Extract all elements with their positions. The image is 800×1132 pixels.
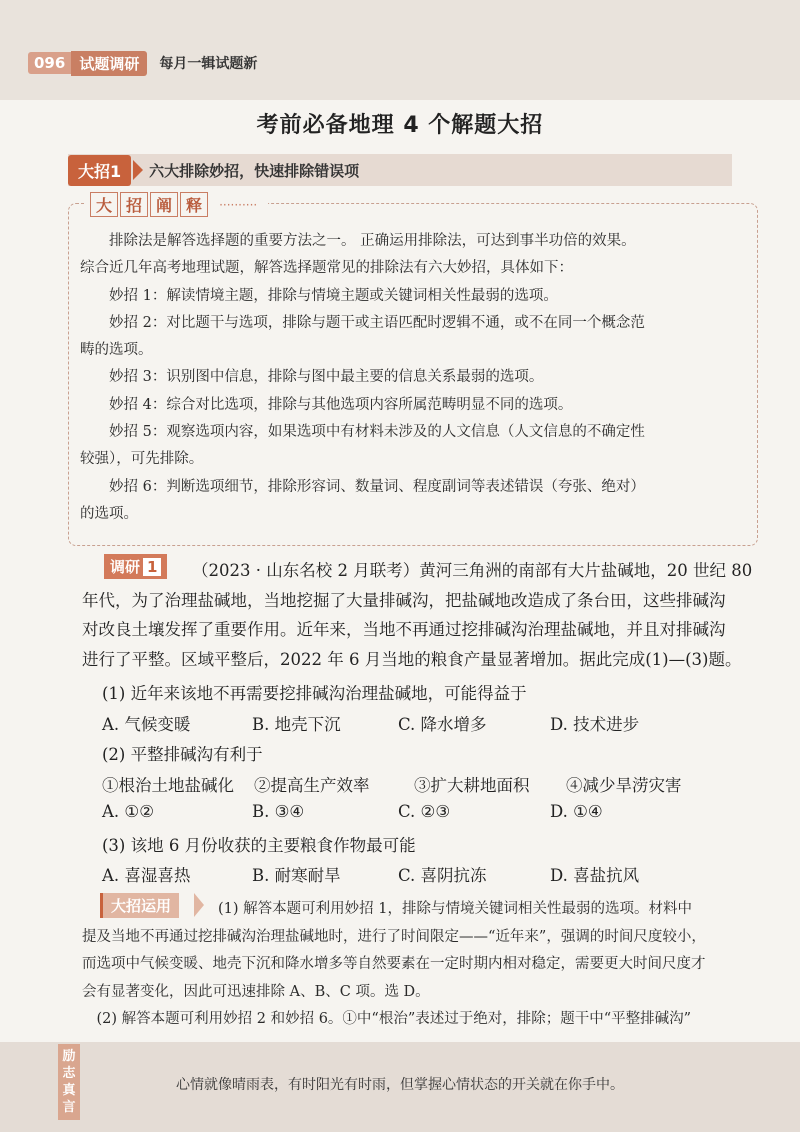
move-title: 六大排除妙招，快速排除错误项	[149, 161, 360, 180]
apply-badge: 大招运用	[100, 893, 179, 918]
explain-text	[80, 228, 750, 528]
statement: ③扩大耕地面积	[414, 776, 530, 795]
move-heading	[68, 154, 359, 186]
statement: ②提高生产效率	[254, 776, 370, 795]
column-name: 试题调研	[71, 51, 147, 76]
apply-line: 而选项中气候变暖、地壳下沉和降水增多等自然要素在一定时期内相对稳定，需要更大时间尺度才	[82, 956, 706, 972]
apply-line: (1) 解答本题可利用妙招 1，排除与情境关键词相关性最弱的选项。材料中	[218, 901, 692, 917]
explain-label-dots: ··········	[219, 197, 258, 212]
statement: ④减少旱涝灾害	[566, 776, 682, 795]
explain-label	[86, 192, 268, 217]
research-badge	[104, 554, 167, 579]
page-number: 096	[28, 52, 71, 74]
page-title: 考前必备地理 4 个解题大招	[256, 113, 544, 138]
explain-paragraph: 妙招 5：观察选项内容，如果选项中有材料未涉及的人文信息（人文信息的不确定性	[109, 424, 645, 441]
chevron-right-icon	[194, 893, 204, 917]
research-badge-number: 1	[143, 558, 161, 576]
passage-line: 进行了平整。区域平整后，2022 年 6 月当地的粮食产量显著增加。据此完成(1)—(3)题。	[82, 649, 742, 669]
question-stem: (3) 该地 6 月份收获的主要粮食作物最可能	[102, 836, 416, 855]
footer-quote: 心情就像晴雨表，有时阳光有时雨，但掌握心情状态的开关就在你手中。	[176, 1077, 624, 1093]
move-badge: 大招1	[68, 155, 131, 186]
apply-line: 提及当地不再通过挖排碱沟治理盐碱地时，进行了时间限定——“近年来”，强调的时间尺度较小，	[82, 928, 706, 945]
explain-paragraph: 畴的选项。	[80, 342, 153, 359]
explain-paragraph: 较强），可先排除。	[80, 451, 204, 468]
page-header	[28, 50, 257, 76]
option: A. 喜湿喜热	[102, 866, 191, 885]
passage-line: 年代，为了治理盐碱地，当地挖掘了大量排碱沟，把盐碱地改造成了条台田，这些排碱沟	[82, 590, 726, 610]
passage-line: （2023 · 山东名校 2 月联考）黄河三角洲的南部有大片盐碱地，20 世纪 80	[192, 561, 753, 580]
option: D. 喜盐抗风	[550, 866, 640, 885]
apply-text	[82, 896, 762, 1034]
explain-paragraph: 妙招 4：综合对比选项，排除与其他选项内容所属范畴明显不同的选项。	[109, 396, 573, 413]
research-badge-label: 调研	[110, 558, 141, 576]
option: B. 地壳下沉	[252, 715, 341, 734]
option: D. ①④	[550, 802, 603, 821]
explain-label-char: 释	[180, 192, 208, 217]
option: A. ①②	[102, 802, 154, 821]
explain-paragraph: 妙招 2：对比题干与选项，排除与题干或主语匹配时逻辑不通，或不在同一个概念范	[109, 314, 645, 331]
option: D. 技术进步	[550, 715, 640, 734]
option: C. 降水增多	[398, 715, 487, 734]
statement: ①根治土地盐碱化	[102, 776, 234, 795]
explain-paragraph: 的选项。	[80, 505, 138, 522]
passage-line: 对改良土壤发挥了重要作用。近年来，当地不再通过挖排碱沟治理盐碱地，并且对排碱沟	[82, 620, 726, 639]
explain-paragraph: 妙招 3：识别图中信息，排除与图中最主要的信息关系最弱的选项。	[109, 369, 544, 386]
research-passage	[82, 556, 762, 674]
header-slogan: 每月一辑试题新	[159, 56, 258, 72]
explain-label-char: 招	[120, 192, 148, 217]
explain-paragraph: 妙招 1：解读情境主题，排除与情境主题或关键词相关性最弱的选项。	[109, 287, 558, 304]
option: B. ③④	[252, 802, 305, 821]
option: A. 气候变暖	[102, 715, 191, 734]
explain-paragraph: 排除法是解答选择题的重要方法之一。 正确运用排除法，可达到事半功倍的效果。	[109, 233, 636, 249]
option: B. 耐寒耐旱	[252, 866, 341, 885]
option: C. ②③	[398, 802, 451, 821]
explain-label-char: 大	[90, 192, 118, 217]
explain-paragraph: 妙招 6：判断选项细节，排除形容词、数量词、程度副词等表述错误（夸张、绝对）	[109, 478, 645, 495]
question-stem: (2) 平整排碱沟有利于	[102, 745, 263, 764]
apply-line: (2) 解答本题可利用妙招 2 和妙招 6。①中“根治”表述过于绝对，排除；题干中“平整排碱沟”	[96, 1011, 692, 1027]
explain-paragraph: 综合近几年高考地理试题，解答选择题常见的排除法有六大妙招，具体如下：	[80, 260, 573, 277]
apply-line: 会有显著变化，因此可迅速排除 A、B、C 项。选 D。	[82, 983, 430, 1000]
question-stem: (1) 近年来该地不再需要挖排碱沟治理盐碱地，可能得益于	[102, 684, 527, 703]
explain-label-char: 阐	[150, 192, 178, 217]
chevron-right-icon	[133, 160, 143, 180]
research-heading	[104, 554, 167, 579]
option: C. 喜阴抗冻	[398, 866, 487, 885]
footer-side-label: 励 志 真 言	[58, 1044, 80, 1120]
